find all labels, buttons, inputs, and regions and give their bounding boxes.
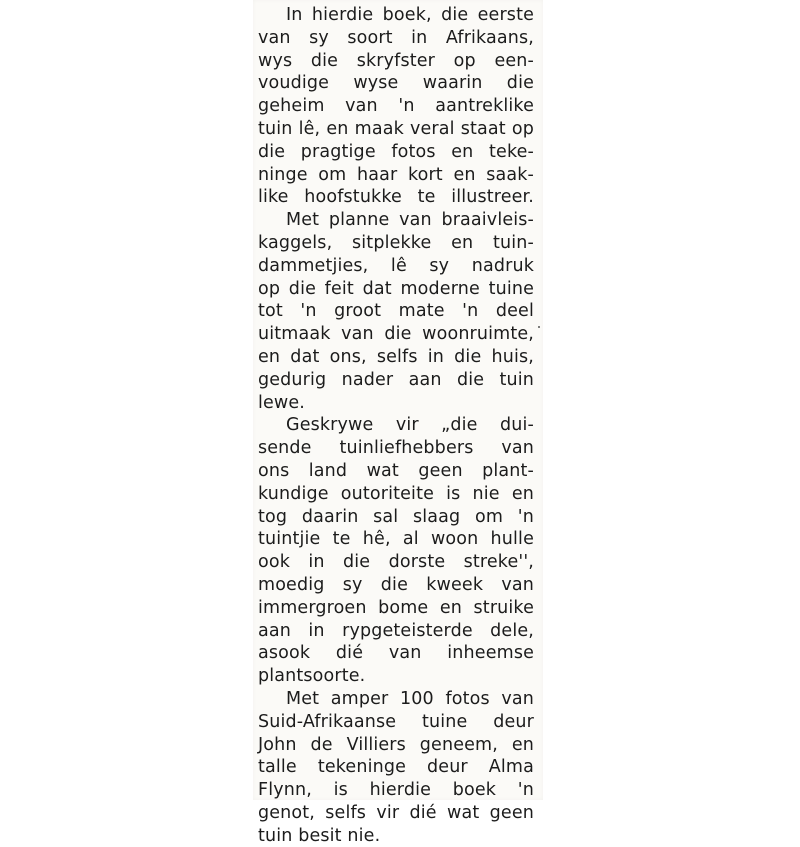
print-speck — [538, 326, 540, 328]
paragraph-4 — [258, 688, 534, 847]
text-line: Flynn, is hierdie boek 'n — [258, 780, 534, 801]
text-line: dammetjies, lê sy nadruk — [258, 255, 534, 276]
text-line: tot 'n groot mate 'n deel — [258, 301, 534, 322]
text-line: Met amper 100 fotos van — [286, 688, 534, 709]
text-line: asook dié van inheemse — [258, 643, 534, 664]
paragraph-3 — [258, 414, 534, 688]
text-line: moedig sy die kweek van — [258, 574, 534, 595]
text-line: op die feit dat moderne tuine — [258, 278, 534, 299]
text-line: en dat ons, selfs in die huis, — [258, 346, 534, 367]
text-line: talle tekeninge deur Alma — [258, 757, 534, 778]
text-line: kaggels, sitplekke en tuin- — [258, 232, 534, 253]
article-column — [258, 4, 534, 847]
text-line: tog daarin sal slaag om 'n — [258, 506, 534, 527]
text-line: van sy soort in Afrikaans, — [258, 27, 534, 48]
text-line: plantsoorte. — [258, 666, 366, 687]
text-line: immergroen bome en struike — [258, 597, 534, 618]
text-line: wys die skryfster op een- — [258, 50, 534, 71]
text-line: voudige wyse waarin die — [258, 73, 534, 94]
text-line: ninge om haar kort en saak- — [258, 164, 534, 185]
text-line: Geskrywe vir „die dui- — [286, 415, 534, 436]
text-line: John de Villiers geneem, en — [258, 734, 534, 755]
text-line: ook in die dorste streke'', — [258, 552, 534, 573]
text-line: sende tuinliefhebbers van — [258, 438, 534, 459]
text-line: gedurig nader aan die tuin — [258, 369, 534, 390]
text-line: aan in rypgeteisterde dele, — [258, 620, 534, 641]
paragraph-2 — [258, 209, 534, 414]
text-line: die pragtige fotos en teke- — [258, 141, 534, 162]
text-line: lewe. — [258, 392, 306, 413]
paragraph-1 — [258, 4, 534, 209]
text-line: geheim van 'n aantreklike — [258, 96, 534, 117]
text-line: like hoofstukke te illustreer. — [258, 187, 534, 208]
text-line: tuin besit nie. — [258, 825, 381, 846]
text-line: tuin lê, en maak veral staat op — [258, 118, 534, 139]
text-line: Met planne van braaivleis- — [286, 210, 534, 231]
text-line: genot, selfs vir dié wat geen — [258, 802, 534, 823]
text-line: kundige outoriteite is nie en — [258, 483, 534, 504]
text-line: uitmaak van die woonruimte, — [258, 324, 534, 345]
text-line: Suid-Afrikaanse tuine deur — [258, 711, 534, 732]
text-line: tuintjie te hê, al woon hulle — [258, 529, 534, 550]
text-line: In hierdie boek, die eerste — [286, 5, 534, 25]
text-line: ons land wat geen plant- — [258, 460, 534, 481]
